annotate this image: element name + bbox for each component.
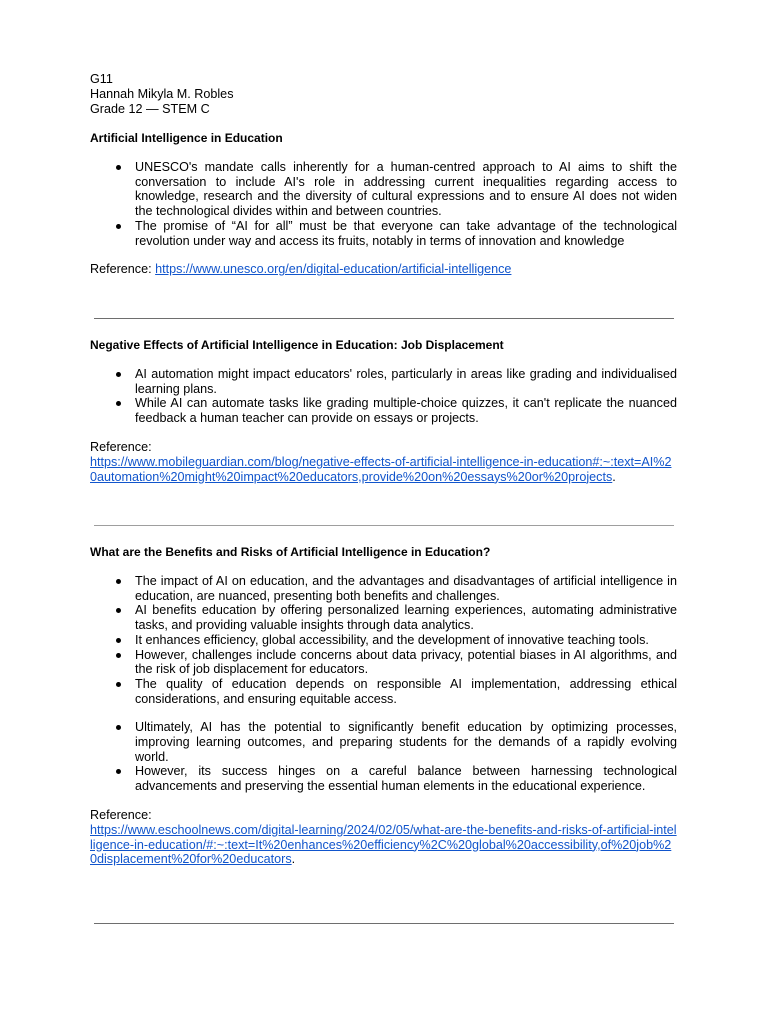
bullet-icon [116, 579, 121, 584]
list-item [90, 764, 677, 793]
section-title: What are the Benefits and Risks of Artificial Intelligence in Education? [90, 545, 491, 559]
list-item-text: The promise of “AI for all” must be that everyone can take advantage of the technological revolution under way and access its fruits, notably in terms of innovation and knowledge [135, 218, 677, 248]
reference [90, 455, 677, 484]
bullet-icon [116, 638, 121, 643]
list-item [90, 720, 677, 764]
list-item-text: AI benefits education by offering personalized learning experiences, automating administrative tasks, and providing valuable insights through data analytics. [135, 603, 677, 633]
reference-link[interactable]: https://www.mobileguardian.com/blog/negative-effects-of-artificial-intelligence-in-education#:~:text=AI%20automation%20might%20impact%20educators,provide%20on%20essays%20or%20projects [90, 454, 672, 484]
section-divider [94, 318, 674, 319]
list-item [90, 574, 677, 603]
list-item [90, 219, 677, 248]
list-item-text: AI automation might impact educators' roles, particularly in areas like grading and individualised learning plans. [135, 367, 677, 396]
bullet-icon [116, 224, 121, 229]
reference-link[interactable]: https://www.eschoolnews.com/digital-learning/2024/02/05/what-are-the-benefits-and-risks-of-artificial-intelligence-in-education/#:~:text=It%20enhances%20efficiency%2C%20global%20accessibility,of%20job%20displacement%20for%20educators [90, 822, 677, 867]
reference-label: Reference: [90, 807, 152, 822]
reference-label: Reference: [90, 262, 152, 277]
list-item [90, 633, 677, 648]
bullet-icon [116, 372, 121, 377]
list-item [90, 648, 677, 677]
reference-period: . [291, 852, 296, 867]
list-item [90, 603, 677, 632]
author-name: Hannah Mikyla M. Robles [90, 87, 234, 101]
reference [90, 262, 677, 277]
list-item-text: While AI can automate tasks like grading multiple-choice quizzes, it can't replicate the nuanced feedback a human teacher can provide on essays or projects. [135, 396, 677, 426]
list-item [90, 160, 677, 219]
bullet-list [90, 574, 677, 706]
list-item-text: UNESCO's mandate calls inherently for a human-centred approach to AI aims to shift the conversation to include AI's role in addressing current inequalities regarding access to knowledge, research and the diversity of cultural expressions and to ensure AI does not widen the technological divides within and between countries. [135, 160, 677, 219]
list-item [90, 367, 677, 396]
bullet-icon [116, 682, 121, 687]
grade-section: Grade 12 — STEM C [90, 102, 210, 116]
list-item-text: The quality of education depends on responsible AI implementation, addressing ethical considerations, and ensuring equitable access. [135, 676, 677, 706]
bullet-icon [116, 401, 121, 406]
section-title: Artificial Intelligence in Education [90, 131, 283, 145]
bullet-list [90, 160, 677, 248]
bullet-icon [116, 653, 121, 658]
reference-link[interactable]: https://www.unesco.org/en/digital-education/artificial-intelligence [155, 262, 512, 277]
reference [90, 823, 677, 867]
list-item [90, 396, 677, 425]
list-item-text: However, its success hinges on a careful balance between harnessing technological advancements and preserving the essential human elements in the educational experience. [135, 764, 677, 794]
class-code: G11 [90, 72, 113, 86]
section-ai-in-education [90, 131, 677, 277]
list-item-text: Ultimately, AI has the potential to significantly benefit education by optimizing processes, improving learning outcomes, and preparing students for the demands of a rapidly evolving world. [135, 720, 677, 764]
bullet-icon [116, 608, 121, 613]
list-item-text: It enhances efficiency, global accessibility, and the development of innovative teaching tools. [135, 632, 649, 647]
bullet-icon [116, 165, 121, 170]
section-title: Negative Effects of Artificial Intelligence in Education: Job Displacement [90, 338, 504, 352]
list-item-text: The impact of AI on education, and the advantages and disadvantages of artificial intelligence in education, are nuanced, presenting both benefits and challenges. [135, 574, 677, 603]
section-divider [94, 923, 674, 924]
section-benefits-risks [90, 545, 677, 867]
bullet-icon [116, 769, 121, 774]
bullet-list [90, 367, 677, 426]
bullet-icon [116, 725, 121, 730]
list-item [90, 677, 677, 706]
section-divider [94, 525, 674, 526]
reference-label: Reference: [90, 439, 152, 454]
list-item-text: However, challenges include concerns about data privacy, potential biases in AI algorithms, and the risk of job displacement for educators. [135, 647, 677, 677]
section-job-displacement [90, 338, 677, 484]
bullet-list [90, 720, 677, 794]
reference-period: . [612, 469, 616, 484]
author-header [90, 72, 234, 117]
